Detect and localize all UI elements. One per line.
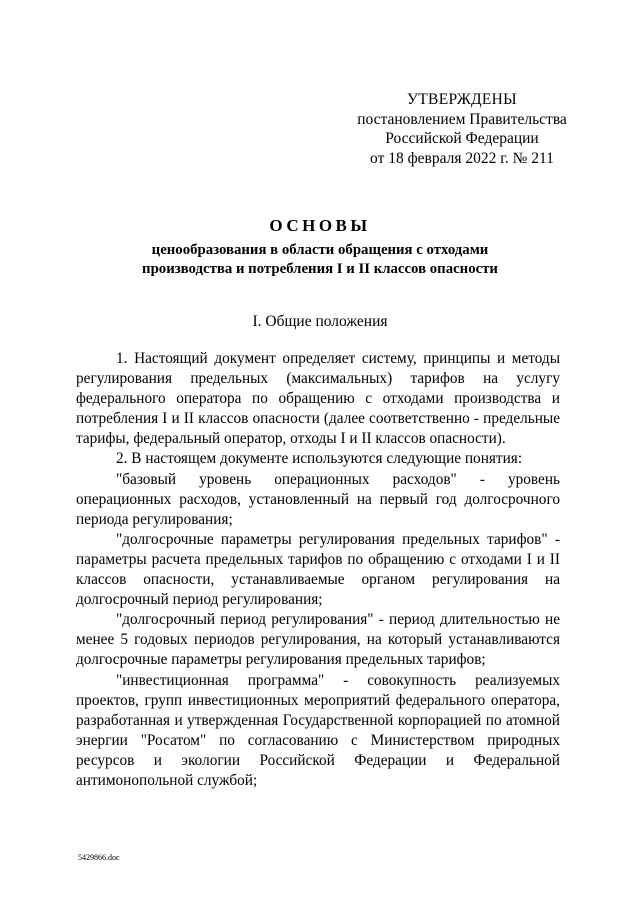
subtitle-line: производства и потребления I и II классов опасности [142,261,498,277]
footer-file-name: 5429866.doc [78,853,120,862]
approval-stamp [330,90,594,168]
document-body [76,349,560,791]
document-subtitle [118,241,522,279]
approval-line: постановлением Правительства [357,110,567,128]
document-title: ОСНОВЫ [269,216,371,235]
approval-title: УТВЕРЖДЕНЫ [407,91,517,108]
subtitle-line: ценообразования в области обращения с отходами [151,242,489,258]
approval-line: Российской Федерации [385,130,539,147]
approval-date-number: от 18 февраля 2022 г. № 211 [370,149,554,167]
definition-paragraph: "долгосрочный период регулирования" - период длительностью не менее 5 годовых периодов регулирования, на который устанавливаются долгосрочные параметры регулирования предельных тарифов; [76,611,560,669]
section-heading: I. Общие положения [252,313,388,330]
paragraph: 2. В настоящем документе используются следующие понятия: [116,450,523,468]
definition-paragraph: "базовый уровень операционных расходов" - уровень операционных расходов, установленный на первый год долгосрочного периода регулирования; [76,470,560,528]
definition-paragraph: "долгосрочные параметры регулирования предельных тарифов" - параметры расчета предельных тарифов по обращению с отходами I и II классов опасности, устанавливаемые органом регулирования на долгосрочный период регулирования; [76,530,560,609]
paragraph: 1. Настоящий документ определяет систему, принципы и методы регулирования предельных (максимальных) тарифов на услугу федерального оператора по обращению с отходами производства и потребления I и II классов опасности (далее соответственно - предельные тарифы, федеральный оператор, отходы I и II классов опасности). [76,350,560,448]
definition-paragraph: "инвестиционная программа" - совокупность реализуемых проектов, групп инвестиционных мероприятий федерального оператора, разработанная и утвержденная Государственной корпорацией по атомной энергии "Росатом" по согласованию с Министерством природных ресурсов и экологии Российской Федерации и Федеральной антимонопольной службой; [76,671,560,789]
